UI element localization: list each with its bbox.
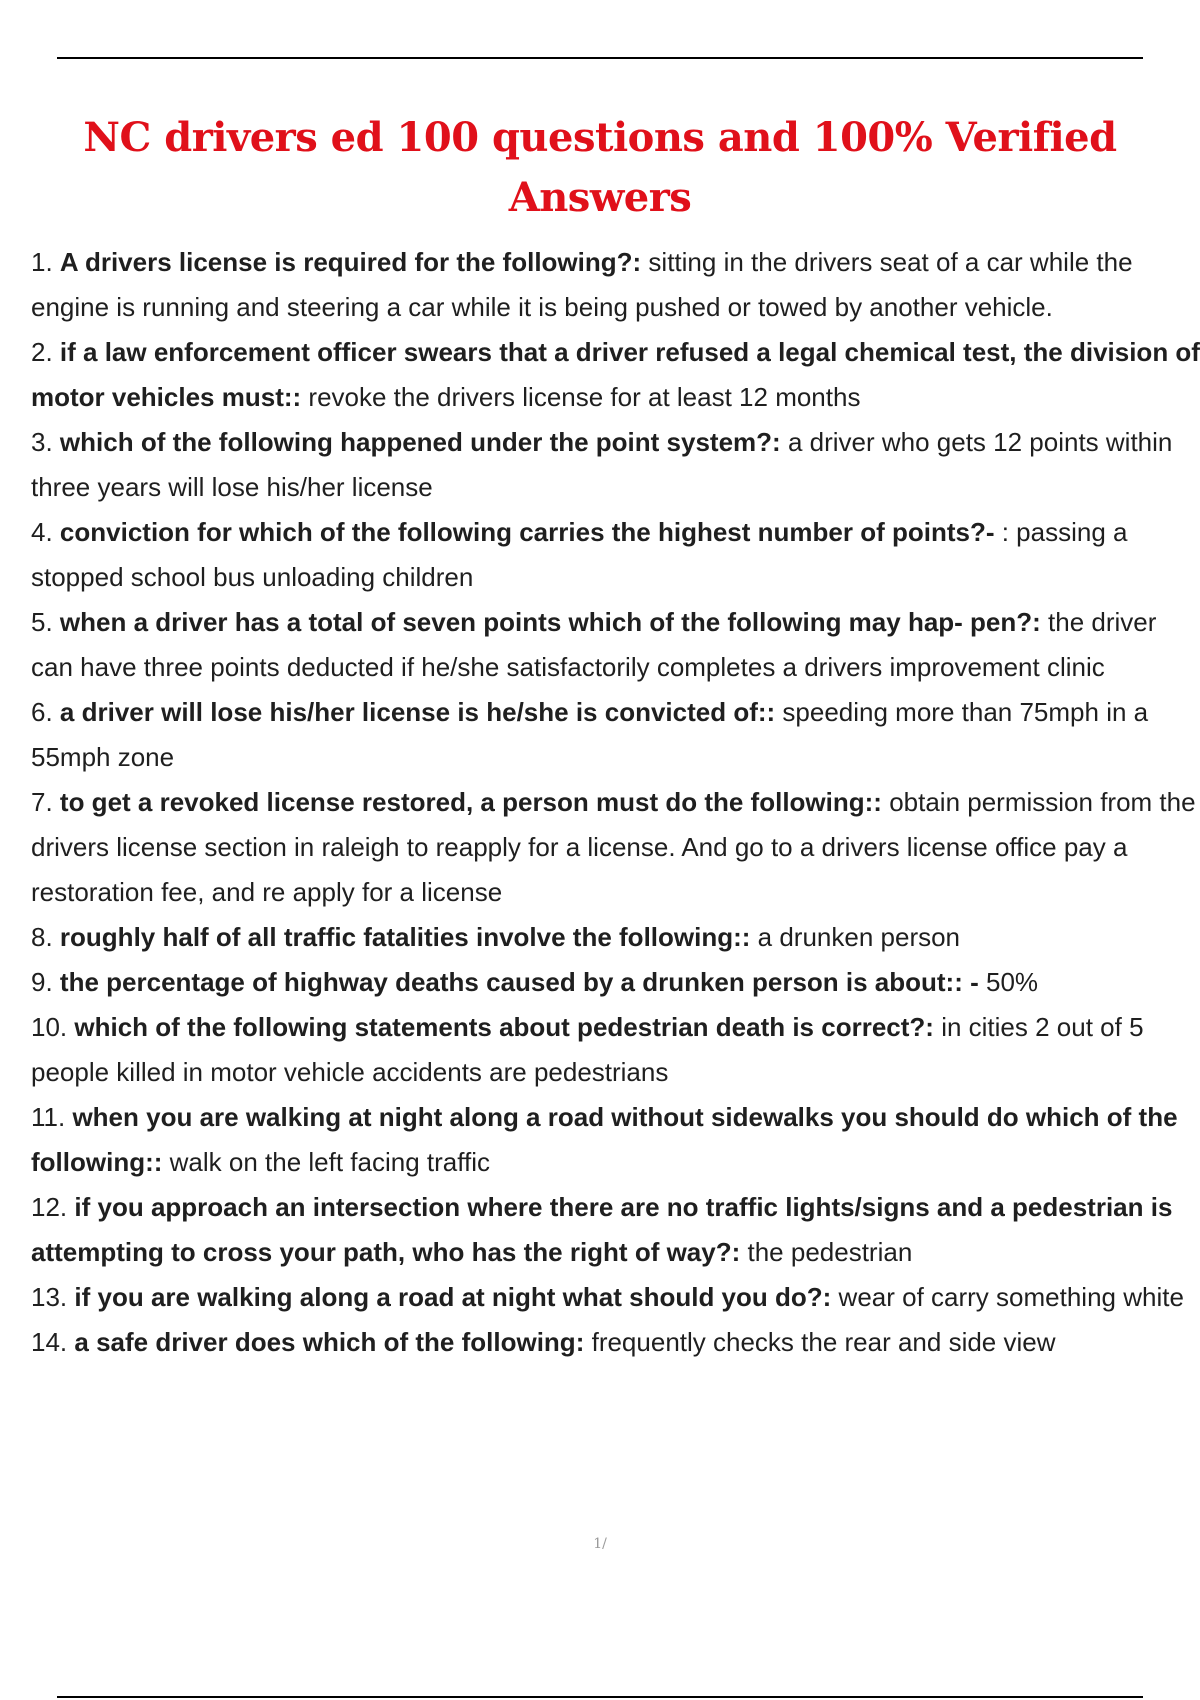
- question-number: 9.: [31, 967, 53, 997]
- question-text: to get a revoked license restored, a person must do the following::: [59, 787, 882, 817]
- answer-text: the pedestrian: [747, 1237, 913, 1267]
- question-number: 8.: [31, 922, 53, 952]
- top-rule: [57, 57, 1143, 59]
- answer-text: : passing a stopped school bus unloading children: [31, 517, 1128, 592]
- page-number: 1/: [593, 1536, 607, 1552]
- list-item: [31, 1275, 1200, 1320]
- question-text: the percentage of highway deaths caused by a drunken person is about:: -: [59, 967, 979, 997]
- bottom-rule: [57, 1696, 1143, 1698]
- answer-text: revoke the drivers license for at least 12 months: [308, 382, 861, 412]
- question-text: a driver will lose his/her license is he/she is convicted of::: [59, 697, 776, 727]
- answer-text: frequently checks the rear and side view: [591, 1327, 1056, 1357]
- question-text: if you are walking along a road at night what should you do?:: [74, 1282, 832, 1312]
- question-number: 12.: [31, 1192, 68, 1222]
- question-text: which of the following happened under the point system?:: [59, 427, 781, 457]
- question-number: 14.: [31, 1327, 68, 1357]
- list-item: [31, 420, 1200, 510]
- question-number: 10.: [31, 1012, 68, 1042]
- list-item: [31, 1095, 1200, 1185]
- list-item: [31, 780, 1200, 915]
- answer-text: speeding more than 75mph in a 55mph zone: [31, 697, 1149, 772]
- question-number: 1.: [31, 247, 53, 277]
- answer-text: the driver can have three points deducted if he/she satisfactorily completes a drivers improvement clinic: [31, 607, 1157, 682]
- list-item: [31, 510, 1200, 600]
- list-item: [31, 915, 1200, 960]
- question-text: conviction for which of the following carries the highest number of points?-: [59, 517, 995, 547]
- list-item: [31, 330, 1200, 420]
- question-number: 3.: [31, 427, 53, 457]
- question-text: A drivers license is required for the following?:: [59, 247, 642, 277]
- answer-text: a drunken person: [757, 922, 961, 952]
- question-number: 11.: [31, 1102, 66, 1132]
- question-text: if a law enforcement officer swears that a driver refused a legal chemical test, the division of motor vehicles must::: [31, 337, 1200, 412]
- answer-text: sitting in the drivers seat of a car while the engine is running and steering a car while it is being pushed or towed by another vehicle.: [31, 247, 1133, 322]
- question-number: 2.: [31, 337, 53, 367]
- answer-text: 50%: [986, 967, 1039, 997]
- list-item: [31, 690, 1200, 780]
- question-text: if you approach an intersection where there are no traffic lights/signs and a pedestrian is attempting to cross your path, who has the right of way?:: [31, 1192, 1173, 1267]
- list-item: [31, 1005, 1200, 1095]
- list-item: [31, 1185, 1200, 1275]
- list-item: [31, 600, 1200, 690]
- list-item: [31, 960, 1200, 1005]
- question-number: 5.: [31, 607, 53, 637]
- answer-text: in cities 2 out of 5 people killed in motor vehicle accidents are pedestrians: [31, 1012, 1144, 1087]
- question-number: 4.: [31, 517, 53, 547]
- question-number: 13.: [31, 1282, 68, 1312]
- question-text: roughly half of all traffic fatalities involve the following::: [59, 922, 751, 952]
- document-title: NC drivers ed 100 questions and 100% Verified Answers: [83, 114, 1117, 221]
- question-text: when a driver has a total of seven points which of the following may hap- pen?:: [59, 607, 1041, 637]
- answer-text: wear of carry something white: [838, 1282, 1184, 1312]
- answer-text: obtain permission from the drivers license section in raleigh to reapply for a license. And go to a drivers license office pay a restoration fee, and re apply for a license: [31, 787, 1196, 907]
- question-number: 7.: [31, 787, 53, 817]
- question-text: which of the following statements about pedestrian death is correct?:: [74, 1012, 934, 1042]
- list-item: [31, 240, 1200, 330]
- answer-text: walk on the left facing traffic: [169, 1147, 490, 1177]
- question-number: 6.: [31, 697, 53, 727]
- list-item: [31, 1320, 1200, 1365]
- question-list: [31, 240, 1200, 1365]
- question-text: when you are walking at night along a road without sidewalks you should do which of the following::: [31, 1102, 1178, 1177]
- answer-text: a driver who gets 12 points within three years will lose his/her license: [31, 427, 1173, 502]
- question-text: a safe driver does which of the following:: [74, 1327, 585, 1357]
